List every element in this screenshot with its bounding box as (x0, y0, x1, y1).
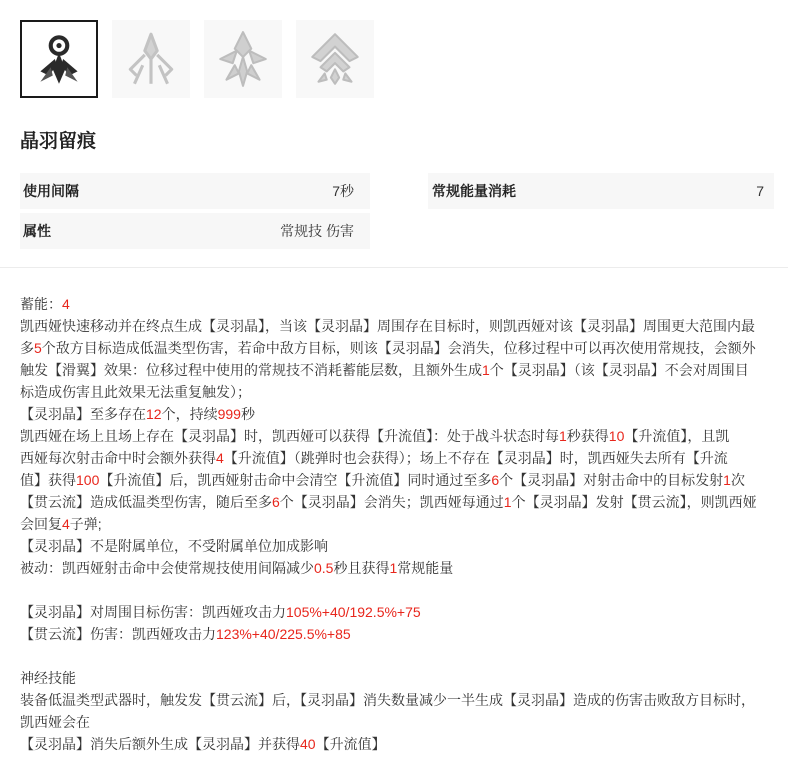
desc-line: 神经技能 (20, 670, 76, 686)
desc-line: 【灵羽晶】消失后额外生成【灵羽晶】并获得40【升流值】 (20, 736, 386, 752)
desc-line: 【贯云流】伤害：凯西娅攻击力123%+40/225.5%+85 (20, 626, 351, 642)
attribute-label: 属性 (23, 223, 51, 239)
desc-line: 触发【滑翼】效果：位移过程中使用的常规技不消耗蓄能层数，且额外生成1个【灵羽晶】（该【灵羽晶】不会对周围目 (20, 362, 749, 378)
energy-value: 7 (756, 183, 764, 199)
desc-line: 值】获得100【升流值】后，凯西娅射击命中会清空【升流值】同时通过至多6个【灵羽晶】对射击命中的目标发射1次 (20, 472, 745, 488)
desc-line: 蓄能：4 (20, 296, 70, 312)
skill-icon-1-tile[interactable] (20, 20, 98, 98)
skill-icon-2-tile[interactable] (112, 20, 190, 98)
crystal-wing-icon (304, 28, 366, 90)
desc-line: 多5个敌方目标造成低温类型伤害，若命中敌方目标，则该【灵羽晶】会消失，位移过程中可以再次使用常规技，会额外 (20, 340, 756, 356)
desc-line: 凯西娅在场上且场上存在【灵羽晶】时，凯西娅可以获得【升流值】：处于战斗状态时每1秒获得10【升流值】，且凯 (20, 428, 730, 444)
desc-line: 被动：凯西娅射击命中会使常规技使用间隔减少0.5秒且获得1常规能量 (20, 560, 454, 576)
energy-label: 常规能量消耗 (432, 183, 516, 199)
desc-line: 凯西娅快速移动并在终点生成【灵羽晶】，当该【灵羽晶】周围存在目标时，则凯西娅对该【灵羽晶】周围更大范围内最 (20, 318, 755, 334)
desc-line: 会回复4子弹; (20, 516, 102, 532)
skill-icon-4-tile[interactable] (296, 20, 374, 98)
desc-line: 【灵羽晶】对周围目标伤害：凯西娅攻击力105%+40/192.5%+75 (20, 604, 421, 620)
desc-line: 凯西娅会在 (20, 714, 90, 730)
stat-attribute-row (20, 213, 370, 249)
crystal-feather-icon (28, 28, 90, 90)
feather-arrows-icon (120, 28, 182, 90)
stat-energy-row (428, 173, 774, 209)
cooldown-label: 使用间隔 (23, 183, 79, 199)
attribute-value: 常规技 伤害 (280, 223, 354, 239)
desc-line: 【灵羽晶】至多存在12个，持续999秒 (20, 406, 255, 422)
skill-icon-3-tile[interactable] (204, 20, 282, 98)
skill-title: 晶羽留痕 (20, 131, 97, 152)
crystal-spear-icon (212, 28, 274, 90)
desc-line: 【贯云流】造成低温类型伤害，随后至多6个【灵羽晶】会消失；凯西娅每通过1个【灵羽晶】发射【贯云流】，则凯西娅 (20, 494, 757, 510)
desc-line: 西娅每次射击命中时会额外获得4【升流值】（跳弹时也会获得）；场上不存在【灵羽晶】时，凯西娅失去所有【升流 (20, 450, 728, 466)
desc-line: 装备低温类型武器时，触发发【贯云流】后，【灵羽晶】消失数量减少一半生成【灵羽晶】造成的伤害击败敌方目标时， (20, 692, 755, 708)
desc-line: 【灵羽晶】不是附属单位，不受附属单位加成影响 (20, 538, 328, 554)
stat-cooldown-row (20, 173, 370, 209)
skill-description (20, 293, 780, 755)
cooldown-value: 7秒 (332, 183, 354, 199)
desc-line: 标造成伤害且此效果无法重复触发）； (20, 384, 251, 400)
divider (0, 267, 788, 268)
